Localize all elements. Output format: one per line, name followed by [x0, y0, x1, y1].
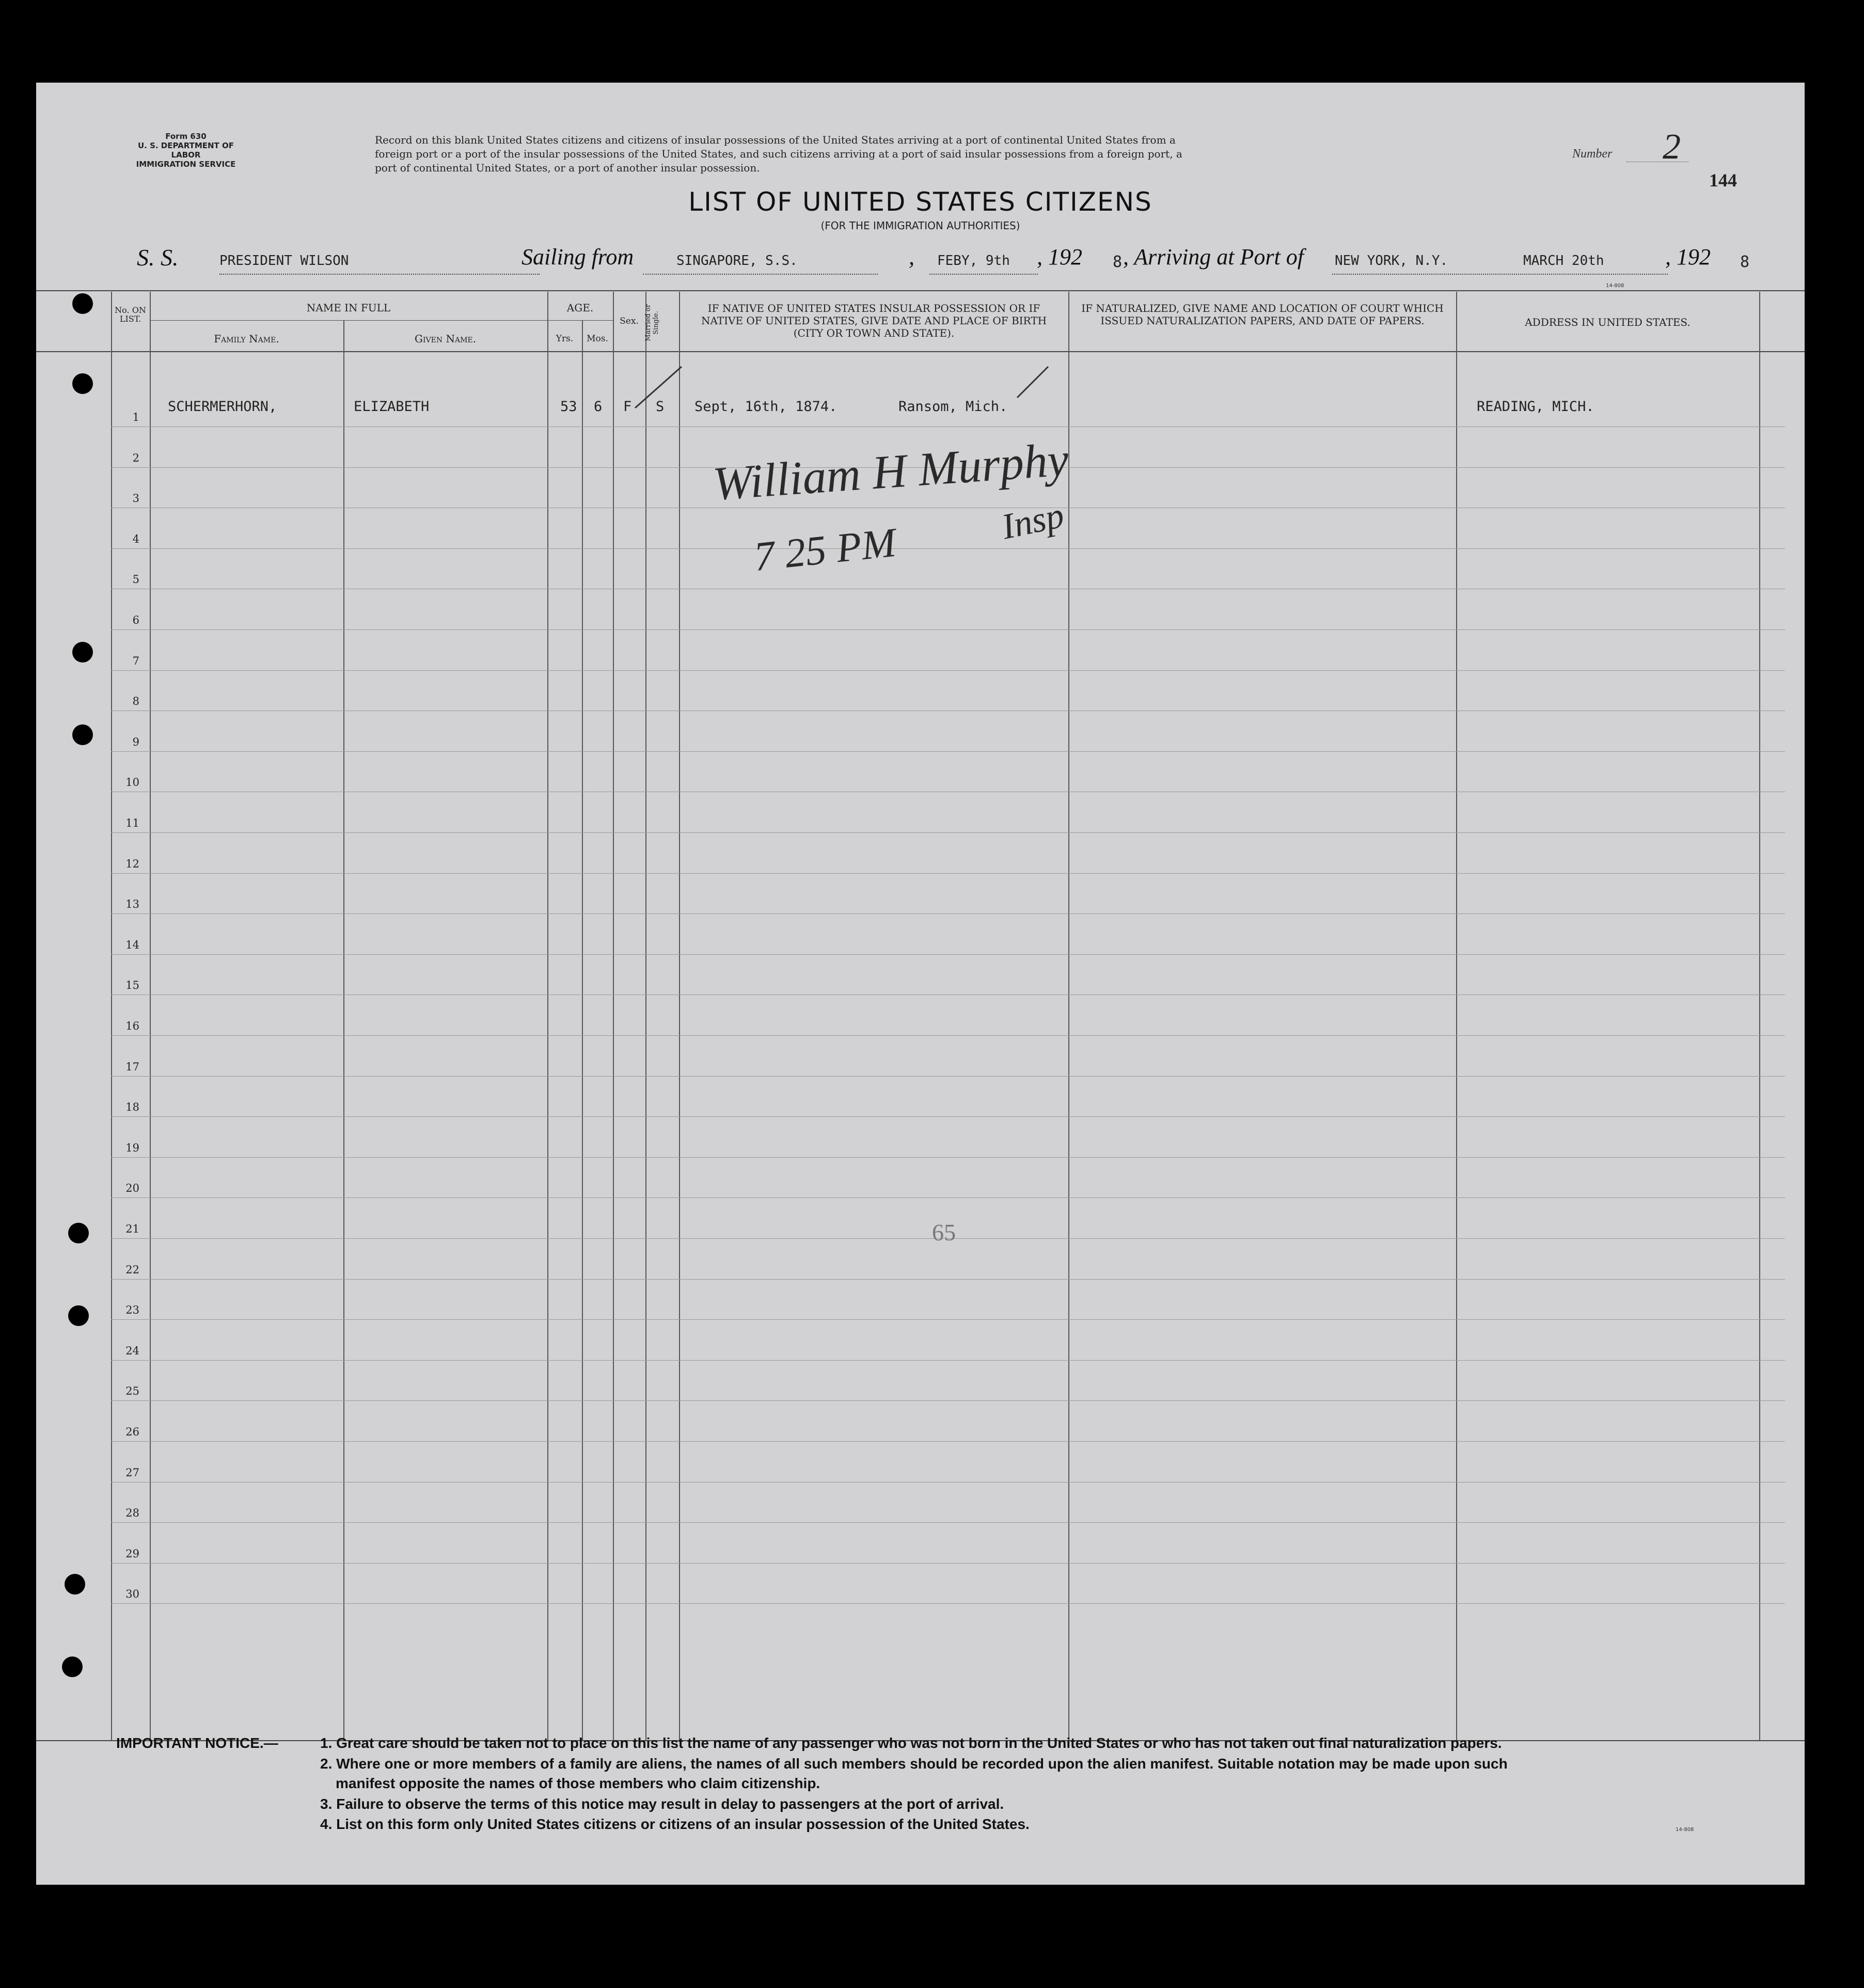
punch-hole	[72, 724, 93, 745]
punch-hole	[62, 1656, 83, 1677]
notice-item: 1. Great care should be taken not to place on this list the name of any passenger who was not born in the United States or who has not taken out final naturalization papers.	[320, 1735, 1502, 1751]
given-name-cell: ELIZABETH	[354, 399, 430, 415]
row-number: 3	[132, 492, 139, 505]
arrival-port: NEW YORK, N.Y.	[1335, 253, 1448, 269]
header-bottom-border	[36, 351, 1805, 352]
row-line	[111, 1319, 1785, 1320]
row-number: 2	[132, 451, 139, 464]
row-line	[111, 1076, 1785, 1077]
column-divider	[613, 292, 614, 1740]
number-label: Number	[1572, 147, 1613, 161]
notice-label: IMPORTANT NOTICE.—	[116, 1735, 278, 1751]
year-digit: 8	[1740, 253, 1750, 271]
row-number: 11	[125, 817, 139, 829]
row-number: 26	[125, 1426, 139, 1438]
column-divider	[1068, 292, 1069, 1740]
row-line	[111, 751, 1785, 752]
from-port-underline	[643, 274, 878, 275]
given-name-header: Given Name.	[415, 333, 476, 345]
arriving-label: , Arriving at Port of	[1123, 244, 1304, 270]
page-title: LIST OF UNITED STATES CITIZENS	[688, 187, 1152, 217]
ship-name: PRESIDENT WILSON	[219, 253, 349, 269]
age-header-divider	[547, 320, 613, 321]
row-number: 27	[125, 1466, 139, 1479]
row-line	[111, 1400, 1785, 1401]
year-prefix: , 192	[1665, 244, 1711, 270]
column-divider	[645, 292, 646, 1740]
row-number: 13	[125, 898, 139, 911]
notice-item: 4. List on this form only United States citizens or citizens of an insular possession of the United States.	[320, 1816, 1030, 1832]
row-number: 14	[125, 938, 139, 951]
row-line	[111, 1157, 1785, 1158]
row-number: 18	[125, 1101, 139, 1114]
punch-hole	[68, 1305, 89, 1326]
table-top-border	[36, 290, 1805, 291]
instruction-line: port of continental United States, or a port of another insular possession.	[375, 162, 760, 174]
from-port: SINGAPORE, S.S.	[676, 253, 798, 269]
service-name: IMMIGRATION SERVICE	[136, 160, 236, 169]
row-line	[111, 548, 1785, 549]
name-in-full-header: NAME IN FULL	[306, 302, 391, 314]
column-divider	[1759, 292, 1760, 1740]
ship-underline	[219, 274, 540, 275]
row-number: 23	[125, 1304, 139, 1317]
arrival-underline	[1332, 274, 1668, 275]
sail-date-underline	[929, 274, 1038, 275]
mos-header: Mos.	[587, 334, 608, 344]
row-line	[111, 873, 1785, 874]
row-line	[111, 1116, 1785, 1117]
row-number: 8	[132, 695, 139, 708]
manifest-sheet	[36, 83, 1805, 1885]
page-number: 144	[1709, 170, 1737, 191]
row-number: 15	[125, 979, 139, 992]
column-divider	[343, 320, 344, 1740]
column-divider	[547, 292, 548, 1740]
stamp-number: 65	[932, 1219, 956, 1245]
age-months-cell: 6	[594, 399, 603, 415]
row-number: 5	[132, 573, 139, 586]
instruction-line: Record on this blank United States citizens and citizens of insular possessions of the United States arriving at a port of continental United States from a	[375, 134, 1176, 146]
instructions-block	[375, 133, 1542, 175]
address-header: ADDRESS IN UNITED STATES.	[1525, 316, 1691, 328]
year-digit: 8	[1113, 253, 1123, 271]
column-divider	[150, 292, 151, 1740]
department-name: U. S. DEPARTMENT OF LABOR	[137, 141, 234, 160]
row-line	[111, 629, 1785, 630]
row-number: 17	[125, 1060, 139, 1073]
arrival-time: 7 25 PM	[752, 519, 898, 580]
row-number: 9	[132, 735, 139, 748]
row-line	[111, 1035, 1785, 1036]
ss-label: S. S.	[137, 244, 179, 271]
sex-cell: F	[623, 399, 632, 415]
row-number: 16	[125, 1020, 139, 1032]
notice-item: 2. Where one or more members of a family are aliens, the names of all such members should be recorded upon the alien manifest. Suitable notation may be made upon such	[320, 1756, 1508, 1772]
column-divider	[582, 320, 583, 1740]
row-number: 20	[125, 1182, 139, 1195]
page-subtitle: (FOR THE IMMIGRATION AUTHORITIES)	[820, 219, 1020, 232]
no-on-list-header: No. ON LIST.	[115, 305, 146, 324]
age-header: AGE.	[566, 302, 594, 314]
check-mark	[1007, 361, 1059, 403]
birth-place-cell: Ransom, Mich.	[898, 399, 1008, 415]
row-line	[111, 913, 1785, 914]
notice-item: manifest opposite the names of those members who claim citizenship.	[336, 1775, 820, 1791]
row-number: 12	[125, 857, 139, 870]
inspector-signature: William H Murphy	[711, 433, 1070, 510]
row-number: 4	[132, 532, 139, 545]
punch-hole	[72, 642, 93, 662]
age-years-cell: 53	[560, 399, 577, 415]
native-birth-header: IF NATIVE OF UNITED STATES INSULAR POSSESSION OR IF NATIVE OF UNITED STATES, GIVE DATE AND PLACE OF BIRTH (CITY OR TOWN AND STATE).	[701, 302, 1047, 339]
married-single-header: Married or Single.	[644, 304, 660, 341]
row-number: 28	[125, 1507, 139, 1520]
inspector-title: Insp	[998, 495, 1068, 547]
yrs-header: Yrs.	[556, 334, 574, 344]
row-number: 10	[125, 776, 139, 789]
row-line	[111, 1441, 1785, 1442]
year-prefix: , 192	[1037, 244, 1082, 270]
form-block	[129, 132, 243, 169]
sail-date: FEBY, 9th	[937, 253, 1010, 269]
family-name-cell: SCHERMERHORN,	[168, 399, 277, 415]
family-name-header: Family Name.	[214, 333, 279, 345]
naturalized-header: IF NATURALIZED, GIVE NAME AND LOCATION OF COURT WHICH ISSUED NATURALIZATION PAPERS, AND DATE OF PAPERS.	[1081, 302, 1444, 327]
column-divider	[679, 292, 680, 1740]
punch-hole	[72, 373, 93, 394]
row-number: 25	[125, 1385, 139, 1398]
row-number: 7	[132, 654, 139, 667]
row-line	[111, 1563, 1785, 1564]
row-line	[111, 1197, 1785, 1198]
column-divider	[111, 292, 112, 1740]
birth-date-cell: Sept, 16th, 1874.	[694, 399, 838, 415]
row-line	[111, 1522, 1785, 1523]
punch-hole	[72, 293, 93, 314]
row-number: 21	[125, 1223, 139, 1235]
punch-hole	[65, 1574, 85, 1595]
row-line	[111, 1360, 1785, 1361]
row-number: 29	[125, 1547, 139, 1560]
row-number: 19	[125, 1141, 139, 1154]
sailing-from-label: Sailing from	[522, 244, 634, 270]
column-divider	[1456, 292, 1457, 1740]
row-line	[111, 670, 1785, 671]
row-number: 30	[125, 1588, 139, 1601]
row-line	[111, 1603, 1785, 1604]
number-value: 2	[1663, 127, 1681, 167]
form-code-top: 14-808	[1606, 283, 1624, 289]
check-mark	[604, 351, 707, 413]
row-number: 24	[125, 1344, 139, 1357]
arrival-date: MARCH 20th	[1523, 253, 1604, 269]
row-line	[111, 1279, 1785, 1280]
address-cell: READING, MICH.	[1477, 399, 1594, 415]
marital-cell: S	[656, 399, 665, 415]
form-number: Form 630	[165, 132, 207, 141]
row-number: 6	[132, 614, 139, 626]
name-header-divider	[150, 320, 547, 321]
instruction-line: foreign port or a port of the insular possessions of the United States, and such citizens arriving at a port of said insular possessions from a foreign port, a	[375, 148, 1182, 160]
row-line	[111, 954, 1785, 955]
notice-item: 3. Failure to observe the terms of this notice may result in delay to passengers at the port of arrival.	[320, 1796, 1004, 1812]
row-number: 22	[125, 1263, 139, 1276]
sex-header: Sex.	[620, 316, 639, 326]
form-code-bottom: 14-808	[1676, 1827, 1694, 1833]
row-line	[111, 832, 1785, 833]
row-number: 1	[132, 411, 139, 423]
punch-hole	[68, 1223, 89, 1243]
comma: ,	[909, 244, 914, 270]
